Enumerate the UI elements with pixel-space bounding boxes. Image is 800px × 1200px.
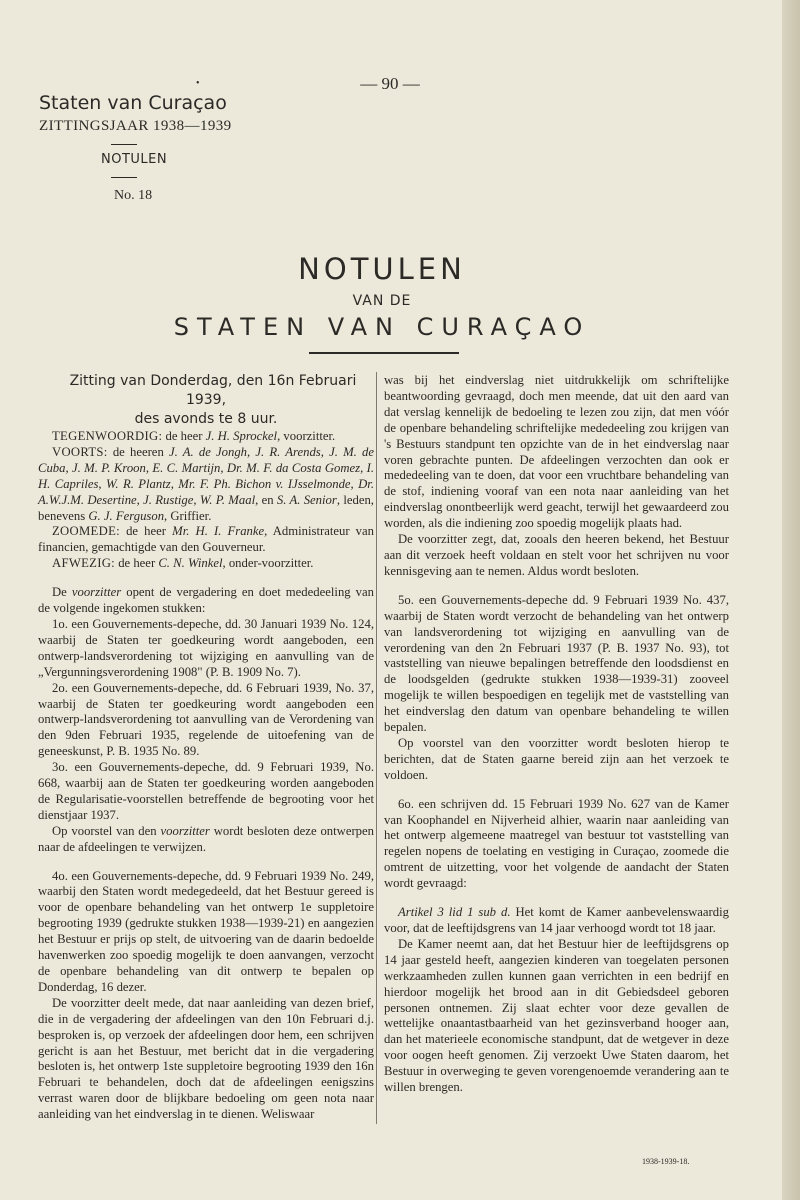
main-subtitle: VAN DE	[352, 293, 412, 309]
session-year: ZITTINGSJAAR 1938—1939	[39, 118, 232, 134]
intro-rest: opent de vergadering en doet mededeeling van de volgende ingekomen stukken:	[38, 585, 374, 616]
doc-number: No. 18	[114, 188, 153, 203]
header-rule-bottom	[111, 177, 137, 178]
also-present-pre: de heer	[119, 524, 173, 539]
present-label: TEGENWOORDIG:	[52, 429, 163, 443]
present-pre: de heer	[162, 429, 206, 443]
also-paragraph	[38, 445, 374, 525]
title-rule	[309, 352, 459, 354]
also-present-paragraph	[38, 524, 374, 556]
present-paragraph	[38, 429, 374, 445]
page-edge	[782, 0, 800, 1200]
header-rule-top	[111, 144, 137, 145]
main-staten: STATEN VAN CURAÇAO	[173, 313, 591, 341]
session-line-1: Zitting van Donderdag, den 16n Februari 1939,	[69, 373, 357, 408]
item-3b-pre: Op voorstel van den	[52, 823, 161, 838]
item-6-article-rest: Het komt de Kamer aanbevelenswaardig voor, dat de leeftijdsgrens van 14 jaar verhoogd wordt tot 18 jaar.	[384, 905, 729, 935]
item-6-article	[384, 905, 729, 937]
item-3: 3o. een Gouvernements-depeche, dd. 9 Februari 1939, No. 668, waarbij aan de Staten ter goedkeuring worden aangeboden de Regularisatie-voorstellen betreffende de begrooting voor het dienstjaar 1937.	[38, 760, 374, 822]
present-role: , voorzitter.	[277, 429, 336, 443]
left-column	[38, 372, 374, 1123]
also-mid-2: , leden, benevens	[38, 492, 374, 523]
column-divider	[376, 372, 377, 1124]
session-heading	[38, 372, 374, 429]
intro-paragraph	[38, 585, 374, 617]
page-number: — 90 —	[360, 74, 420, 93]
also-present-label: ZOOMEDE:	[52, 524, 120, 539]
item-6: 6o. een schrijven dd. 15 Februari 1939 No. 627 van de Kamer van Koophandel en Nijverheid alhier, waarin naar aanleiding van het ontwerp algemeene maatregel van bestuur tot vaststelling van regelen nopens de toelating en vestiging in Curaçao, zoomede die omtrent de uitzetting, voor het volgende de aandacht der Staten wordt gevraagd:	[384, 796, 729, 891]
present-name: J. H. Sprockel	[205, 429, 278, 443]
also-name-2: S. A. Senior	[276, 492, 337, 507]
intro-em: voorzitter	[71, 585, 122, 600]
also-label: VOORTS:	[52, 444, 108, 459]
right-para-1: was bij het eindverslag niet uitdrukkelijk om schriftelijke beantwoording gevraagd, doch men meende, dat uit den aard van dat verslag kennelijk de bedoeling te lezen zou zijn, dat men vóór de openbare behandeling schriftelijke mededeeling zou krijgen van 's Bestuurs standpunt ten opzichte van de in het eindverslag naar voren gebrachte punten. De afdeelingen verzochten dan ook er mededeeling van te doen, dat voor een vruchtbare behandeling van de stof, indiening vooraf van een nota naar aanleiding van het eindverslag onontbeerlijk werd geacht, terwijl het gewaardeerd zou worden, als die indiening zoo spoedig mogelijk plaats had.	[384, 373, 729, 531]
also-name-3: G. J. Ferguson	[88, 508, 165, 523]
main-title: NOTULEN	[298, 252, 466, 286]
item-1: 1o. een Gouvernements-depeche, dd. 30 Januari 1939 No. 124, waarbij de Staten ter goedkeuring wordt aangeboden, een ontwerp-landsverordening tot wijziging en aanvulling van de „Vergunningsverordening 1908" (P. B. 1909 No. 7).	[38, 616, 374, 679]
also-names: J. A. de Jongh, J. R. Arends, J. M. de Cuba, J. M. P. Kroon, E. C. Martijn, Dr. M. F. da Costa Gomez, I. H. Capriles, W. R. Plantz, Mr. F. Ph. Bichon v. IJsselmonde, Dr. A.W.J.M. Desertine, J. Rustige, W. P. Maal	[38, 444, 374, 507]
right-para-2: De voorzitter zegt, dat, zooals den heeren bekend, het Bestuur aan dit verzoek heeft voldaan en stelt voor het schrijven nu voor kennisgeving aan te nemen. Aldus wordt besloten.	[384, 532, 729, 578]
item-4: 4o. een Gouvernements-depeche, dd. 9 Februari 1939 No. 249, waarbij den Staten wordt medegedeeld, dat het Bestuur gereed is voor de openbare behandeling van het ontwerp 1e suppletoire begrooting 1939 (gedrukte stukken 1938—1939-21) en aangezien het Bestuur er prijs op stelt, de uitvoering van de daarin bedoelde havenwerken zoo spoedig mogelijk te doen aanvangen, verzocht de openbare behandeling van dit ontwerp te bepalen op Donderdag, 16 dezer.	[38, 868, 374, 994]
item-3-decision	[38, 824, 374, 856]
footer-code: 1938-1939-18.	[642, 1157, 690, 1166]
item-4-discussion: De voorzitter deelt mede, dat naar aanleiding van dezen brief, die in de vergadering der afdeelingen van den 10n Februari d.j. besproken is, op verzoek der afdeelingen door hem, een schrijven gericht is aan het Bestuur, met bericht dat in die vergadering besloten is, het ontwerp 1ste suppletoire begrooting 1939 den 16n Februari te behandelen, doch dat de afdeelingen eenigszins verrast waren door de blijkbare bedoeling om geen nota naar aanleiding van het eindverslag in te dienen. Weliswaar	[38, 995, 374, 1122]
absent-name: C. N. Winkel	[158, 556, 223, 571]
also-mid: , en	[255, 492, 277, 507]
absent-label: AFWEZIG:	[52, 556, 116, 571]
item-5: 5o. een Gouvernements-depeche dd. 9 Februari 1939 No. 437, waarbij de Staten wordt verzocht de behandeling van het ontwerp van landsverordening tot wijziging en aanvulling van de verordening van den 2n Februari 1937 (P. B. 1937 No. 93), tot vaststelling van nieuwe bepalingen betreffende den loodsdienst en de loodsgelden (gedrukte stukken 1938—1939-31) zooveel mogelijk te willen bespoedigen en tegelijk met de vaststelling van het eindverslag den datum van openbare behandeling te willen bepalen.	[384, 592, 729, 735]
item-5-decision: Op voorstel van den voorzitter wordt besloten hierop te berichten, dat de Staten gaarne bereid zijn aan het verzoek te voldoen.	[384, 735, 729, 782]
absent-pre: de heer	[115, 556, 159, 571]
item-6-chamber: De Kamer neemt aan, dat het Bestuur hier de leeftijdsgrens op 14 jaar gesteld heeft, aangezien kinderen van toegelaten personen werkzaamheden zullen kunnen gaan verrichten in een bedrijf en hierdoor mogelijk het brood aan in dit Gebiedsdeel geboren personen ontnemen. Zij slaat echter voor deze gevallen de wettelijke onaantastbaarheid van het gezinsverband hooger aan, dan het materieele economische standpunt, dat de wetgever in deze voor oogen heeft genomen. Zij verzoekt Uwe Staten daarom, het Bestuur in overweging te geven vorengenoemde verandering aan te willen brengen.	[384, 936, 729, 1095]
item-2: 2o. een Gouvernements-depeche, dd. 6 Februari 1939, No. 37, waarbij de Staten ter goedkeuring wordt aangeboden een ontwerp-landsverordening tot aanvulling van de Verordening van den 9den Februari 1935, regelende de uitoefening van de geneeskunst, P. B. 1935 No. 89.	[38, 680, 374, 759]
also-present-name: Mr. H. I. Franke	[172, 524, 265, 539]
intro-pre: De	[52, 585, 72, 600]
item-3b-rest: wordt besloten deze ontwerpen naar de afdeelingen te verwijzen.	[38, 823, 374, 854]
doc-type: NOTULEN	[101, 152, 168, 167]
absent-paragraph	[38, 556, 374, 572]
also-present-role: , Administrateur van financien, gemachtigde van den Gouverneur.	[38, 524, 375, 555]
header-title: Staten van Curaçao	[39, 92, 227, 114]
margin-dot: •	[196, 78, 200, 89]
item-6-article-em: Artikel 3 lid 1 sub d.	[398, 905, 511, 920]
also-end: , Griffier.	[164, 508, 212, 523]
absent-role: , onder-voorzitter.	[222, 556, 314, 571]
item-3b-em: voorzitter	[160, 823, 210, 838]
right-column	[384, 373, 729, 1096]
also-pre: de heeren	[107, 444, 169, 459]
session-line-2: des avonds te 8 uur.	[134, 411, 278, 427]
